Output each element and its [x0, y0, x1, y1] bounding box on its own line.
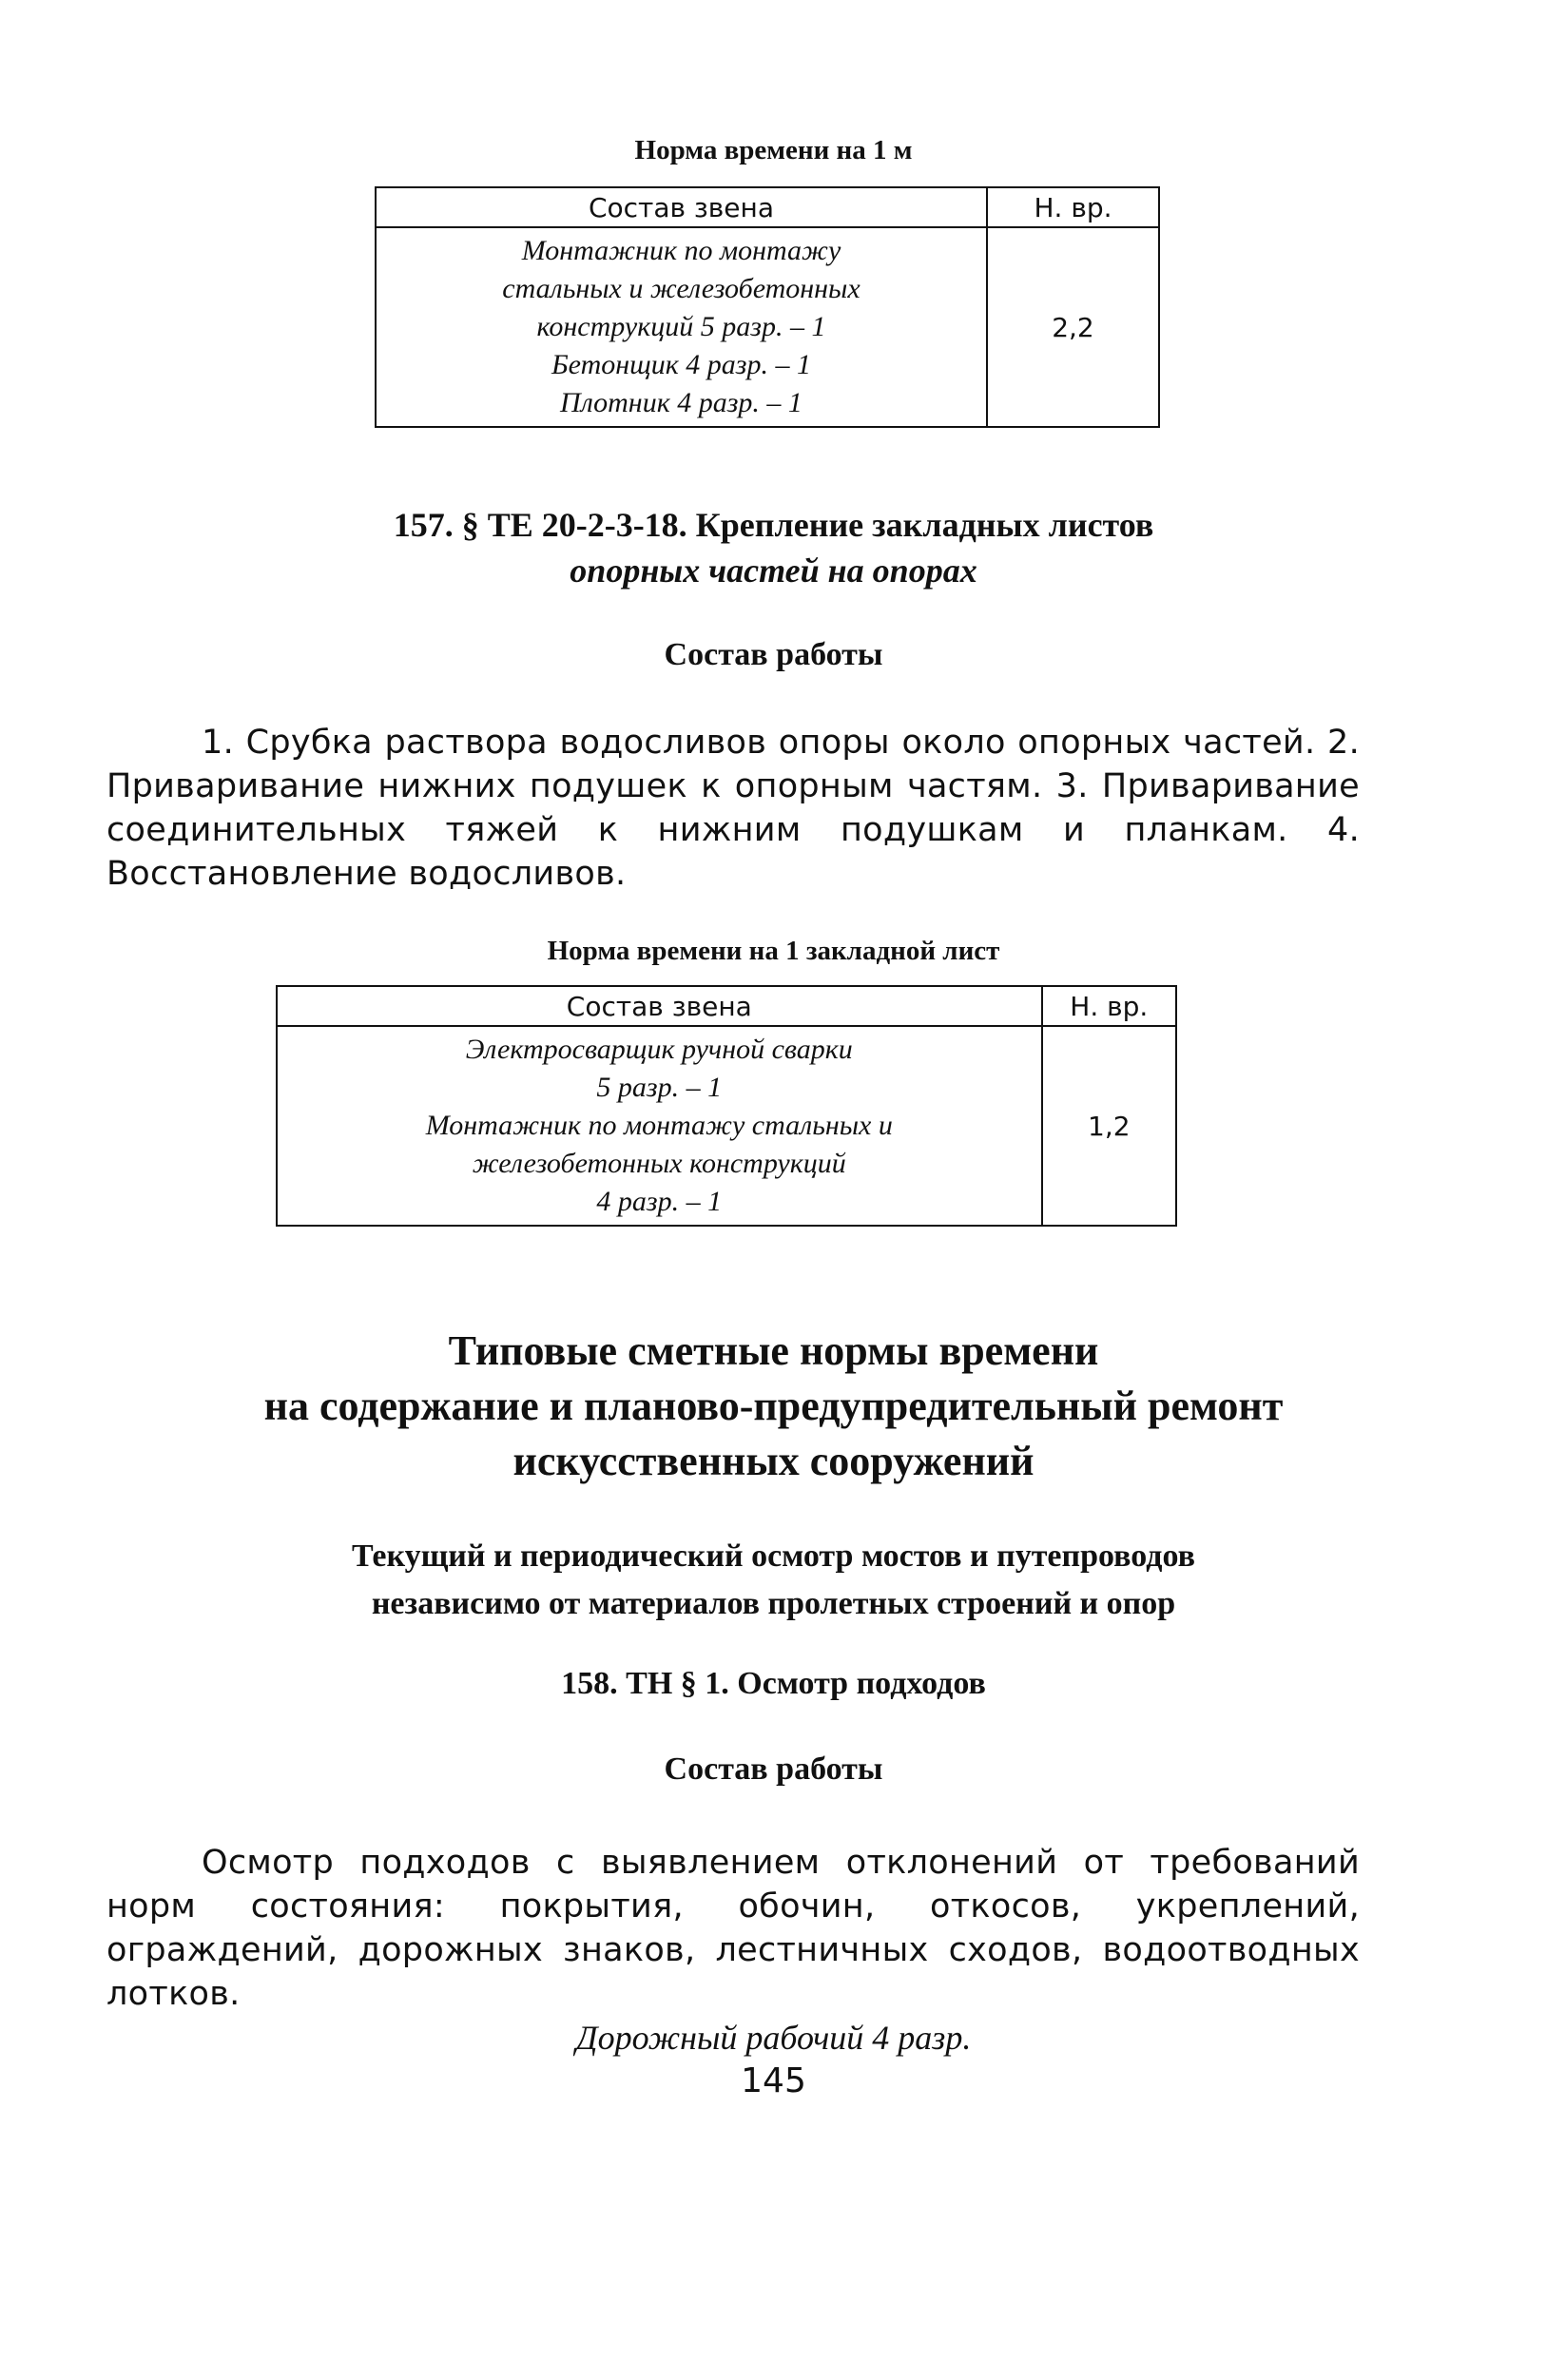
- crew-line: стальных и железобетонных: [502, 273, 861, 304]
- table2-caption: Норма времени на 1 закладной лист: [547, 936, 1000, 966]
- section158-crew: Дорожный рабочий 4 разр.: [575, 2019, 972, 2057]
- main-title-line2: на содержание и планово-предупредительный ремонт: [263, 1383, 1284, 1429]
- crew-line: Бетонщик 4 разр. – 1: [551, 349, 812, 380]
- section157-title-line2: опорных частей на опорах: [570, 551, 977, 590]
- sub-title-line1: Текущий и периодический осмотр мостов и путепроводов: [351, 1538, 1196, 1574]
- sub-title: [0, 1533, 1547, 1628]
- section157-work-heading: Состав работы: [664, 637, 883, 672]
- crew-line: Плотник 4 разр. – 1: [560, 387, 803, 418]
- section157-title: [0, 502, 1547, 593]
- crew-line: 4 разр. – 1: [596, 1186, 723, 1217]
- table2-head-norm: Н. вр.: [1042, 986, 1176, 1026]
- section157-work-text: [106, 721, 1360, 896]
- crew-line: 5 разр. – 1: [596, 1072, 723, 1103]
- section157-work-body: 1. Срубка раствора водосливов опоры около опорных частей. 2. Приваривание нижних подушек к опорным частям. 3. Приваривание соединительных тяжей к нижним подушкам и планкам. 4. Восстановление водосливов.: [106, 724, 1360, 893]
- table1-head-crew: Состав звена: [376, 187, 987, 227]
- table2-head-crew: Состав звена: [277, 986, 1042, 1026]
- crew-line: железобетонных конструкций: [472, 1148, 846, 1179]
- crew-line: Монтажник по монтажу стальных и: [425, 1110, 893, 1141]
- section158-work-text: [106, 1841, 1360, 2016]
- page-number: 145: [741, 2061, 806, 2100]
- crew-line: Электросварщик ручной сварки: [465, 1034, 853, 1065]
- section158-title: 158. ТН § 1. Осмотр подходов: [561, 1666, 986, 1701]
- main-title-line3: искусственных сооружений: [512, 1438, 1035, 1484]
- sub-title-line2: независимо от материалов пролетных строений и опор: [371, 1586, 1176, 1621]
- section158-work-heading: Состав работы: [664, 1751, 883, 1787]
- table1-crew-cell: [376, 227, 987, 427]
- section158-work-body: Осмотр подходов с выявлением отклонений от требований норм состояния: покрытия, обочин, откосов, укреплений, ограждений, дорожных знаков, лестничных сходов, водоотводных лотков.: [106, 1844, 1360, 2013]
- norm-table-2: [276, 985, 1177, 1227]
- norm-table-1: [375, 186, 1160, 428]
- main-title: [0, 1324, 1547, 1489]
- table1-caption: Норма времени на 1 м: [634, 135, 913, 165]
- crew-line: конструкций 5 разр. – 1: [536, 311, 826, 342]
- main-title-line1: Типовые сметные нормы времени: [448, 1327, 1099, 1374]
- table1-norm-value: 2,2: [987, 227, 1159, 427]
- table2-crew-cell: [277, 1026, 1042, 1226]
- table1-head-norm: Н. вр.: [987, 187, 1159, 227]
- crew-line: Монтажник по монтажу: [521, 235, 841, 266]
- section157-title-line1: 157. § ТЕ 20-2-3-18. Крепление закладных листов: [393, 506, 1154, 544]
- table2-norm-value: 1,2: [1042, 1026, 1176, 1226]
